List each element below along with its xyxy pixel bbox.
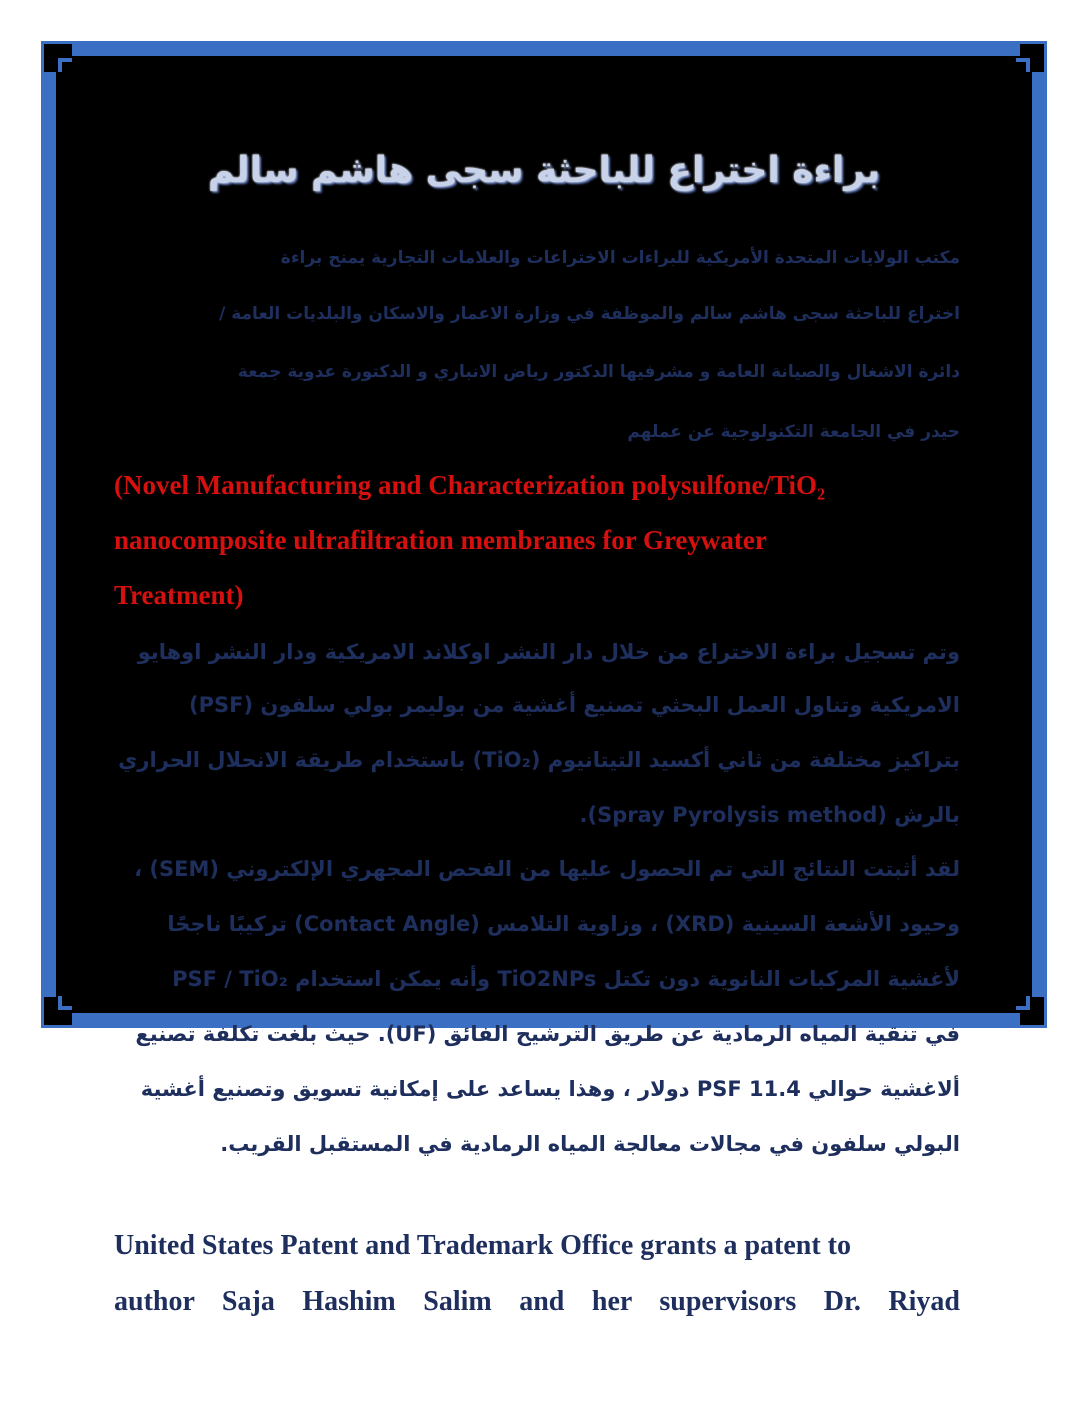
intro-line: اختراع للباحثة سجى هاشم سالم والموظفة في وزارة الاعمار والاسكان والبلديات العامة / xyxy=(219,304,960,324)
paragraph2-line: في تنقية المياه الرمادية عن طريق الترشيح الفائق (UF). حيث بلغت تكلفة تصنيع xyxy=(135,1022,960,1046)
frame-left-bar xyxy=(43,72,56,997)
frame-corner xyxy=(1026,996,1030,1010)
paragraph2-line: لقد أثبتت النتائج التي تم الحصول عليها من الفحص المجهري الإلكتروني (SEM) ، xyxy=(134,857,960,881)
frame-corner xyxy=(58,58,62,72)
frame-right-bar xyxy=(1032,72,1045,997)
frame-corner xyxy=(58,996,62,1010)
paragraph1-line: وتم تسجيل براءة الاختراع من خلال دار النشر اوكلاند الامريكية ودار النشر اوهايو xyxy=(137,640,960,664)
english-title-line: (Novel Manufacturing and Characterization polysulfone/TiO₂ xyxy=(114,470,826,500)
paragraph2-line: لأغشية المركبات النانوية دون تكتل TiO2NPs وأنه يمكن استخدام PSF / TiO₂ xyxy=(172,967,960,991)
paragraph1-line: بالرش (Spray Pyrolysis method). xyxy=(579,803,960,827)
frame-top-bar xyxy=(72,43,1020,56)
english-title-line: nanocomposite ultrafiltration membranes for Greywater xyxy=(114,525,767,555)
paragraph2-line: البولي سلفون في مجالات معالجة المياه الرمادية في المستقبل القريب. xyxy=(220,1132,960,1156)
page-title: براءة اختراع للباحثة سجى هاشم سالم xyxy=(207,150,881,191)
intro-line: مكتب الولايات المتحدة الأمريكية للبراءات الاختراعات والعلامات التجارية يمنح براءة xyxy=(280,248,960,268)
paragraph2-line: وحيود الأشعة السينية (XRD) ، وزاوية التلامس (Contact Angle) تركيبًا ناجحًا xyxy=(167,912,960,936)
english-paragraph-line: author Saja Hashim Salim and her supervisors Dr. Riyad xyxy=(114,1286,960,1317)
paragraph1-line: بتراكيز مختلفة من ثاني أكسيد التيتانيوم (TiO₂) باستخدام طريقة الانحلال الحراري xyxy=(118,748,960,772)
english-paragraph-line: United States Patent and Trademark Office grants a patent to xyxy=(114,1230,852,1261)
paragraph1-line: الامريكية وتناول العمل البحثي تصنيع أغشية من بوليمر بولي سلفون (PSF) xyxy=(189,693,960,717)
english-title-line: Treatment) xyxy=(114,580,244,610)
intro-line: حيدر في الجامعة التكنولوجية عن عملهم xyxy=(627,422,960,442)
paragraph2-line: ألاغشية حوالي PSF 11.4 دولار ، وهذا يساعد على إمكانية تسويق وتصنيع أغشية xyxy=(140,1077,960,1101)
frame-corner xyxy=(1026,58,1030,72)
intro-line: دائرة الاشغال والصيانة العامة و مشرفيها الدكتور رياض الانباري و الدكتورة عدوية جمعة xyxy=(237,362,960,382)
